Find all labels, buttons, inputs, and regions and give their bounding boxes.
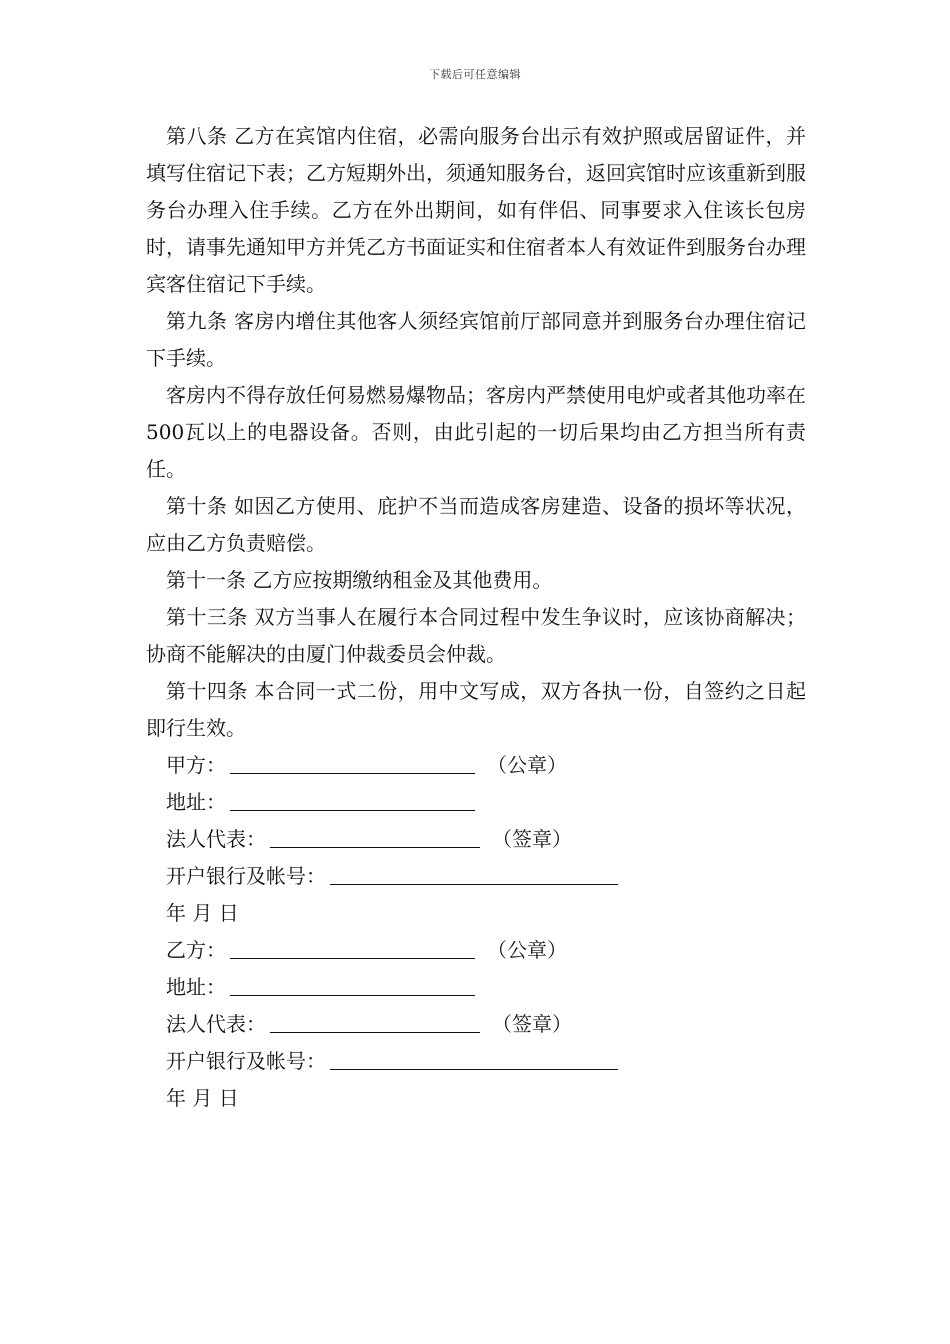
party-b-signature-block bbox=[146, 932, 806, 1117]
party-a-bank-line bbox=[146, 858, 806, 895]
party-b-bank-field[interactable] bbox=[330, 1043, 618, 1070]
party-a-signature-label: （签章） bbox=[492, 827, 572, 851]
party-a-address-label: 地址： bbox=[166, 790, 226, 814]
clause-9: 第九条 客房内增住其他客人须经宾馆前厅部同意并到服务台办理住宿记下手续。 bbox=[146, 309, 806, 370]
clause-9-hazard-rule: 客房内不得存放任何易燃易爆物品；客房内严禁使用电炉或者其他功率在500瓦以上的电器设备。否则，由此引起的一切后果均由乙方担当所有责任。 bbox=[146, 383, 806, 481]
party-b-bank-line bbox=[146, 1043, 806, 1080]
party-a-signature-block bbox=[146, 747, 806, 932]
clause-14: 第十四条 本合同一式二份，用中文写成，双方各执一份，自签约之日起即行生效。 bbox=[146, 679, 806, 740]
party-a-date: 年 月 日 bbox=[166, 901, 239, 925]
party-a-name-line bbox=[146, 747, 806, 784]
clause-13: 第十三条 双方当事人在履行本合同过程中发生争议时，应该协商解决；协商不能解决的由厦门仲裁委员会仲裁。 bbox=[146, 605, 806, 666]
party-a-name-field[interactable] bbox=[230, 747, 475, 774]
page-header: 下载后可任意编辑 bbox=[429, 68, 521, 81]
party-b-address-label: 地址： bbox=[166, 975, 226, 999]
party-a-seal-label: （公章） bbox=[487, 753, 567, 777]
party-a-bank-field[interactable] bbox=[330, 858, 618, 885]
party-b-rep-field[interactable] bbox=[270, 1006, 480, 1033]
party-b-address-line bbox=[146, 969, 806, 1006]
party-a-address-field[interactable] bbox=[230, 784, 475, 811]
clause-8: 第八条 乙方在宾馆内住宿，必需向服务台出示有效护照或居留证件，并填写住宿记下表；乙方短期外出，须通知服务台，返回宾馆时应该重新到服务台办理入住手续。乙方在外出期间，如有伴侣、同事要求入住该长包房时，请事先通知甲方并凭乙方书面证实和住宿者本人有效证件到服务台办理宾客住宿记下手续。 bbox=[146, 124, 806, 296]
party-b-name-line bbox=[146, 932, 806, 969]
party-b-bank-label: 开户银行及帐号： bbox=[166, 1049, 326, 1073]
party-a-address-line bbox=[146, 784, 806, 821]
party-a-rep-field[interactable] bbox=[270, 821, 480, 848]
party-a-rep-label: 法人代表： bbox=[166, 827, 266, 851]
party-b-name-label: 乙方： bbox=[166, 938, 226, 962]
party-b-signature-label: （签章） bbox=[492, 1012, 572, 1036]
contract-body bbox=[146, 118, 806, 1117]
clause-11: 第十一条 乙方应按期缴纳租金及其他费用。 bbox=[166, 568, 553, 592]
clause-10: 第十条 如因乙方使用、庇护不当而造成客房建造、设备的损坏等状况，应由乙方负责赔偿。 bbox=[146, 494, 806, 555]
party-b-date: 年 月 日 bbox=[166, 1086, 239, 1110]
party-a-bank-label: 开户银行及帐号： bbox=[166, 864, 326, 888]
party-a-name-label: 甲方： bbox=[166, 753, 226, 777]
party-a-rep-line bbox=[146, 821, 806, 858]
party-b-address-field[interactable] bbox=[230, 969, 475, 996]
party-b-rep-label: 法人代表： bbox=[166, 1012, 266, 1036]
party-b-name-field[interactable] bbox=[230, 932, 475, 959]
party-b-seal-label: （公章） bbox=[487, 938, 567, 962]
party-b-rep-line bbox=[146, 1006, 806, 1043]
